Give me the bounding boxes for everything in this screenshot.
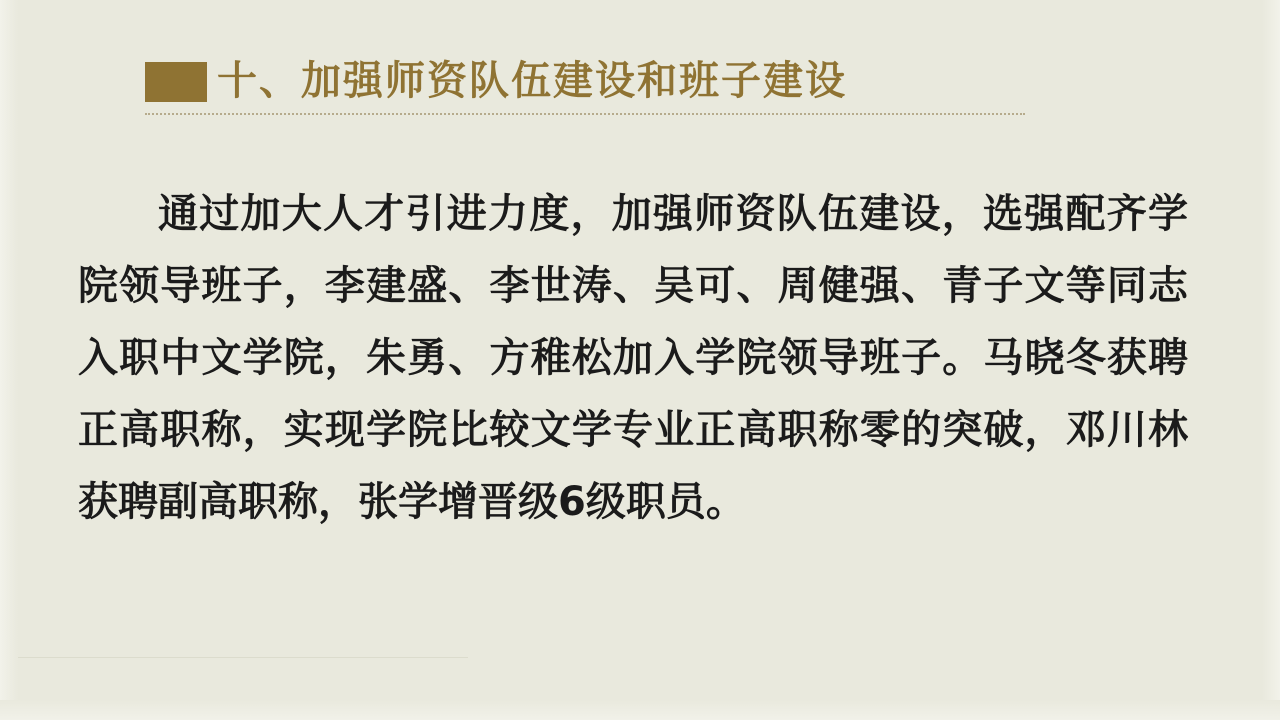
title-marker-square xyxy=(145,62,207,102)
slide-body-paragraph: 通过加大人才引进力度，加强师资队伍建设，选强配齐学院领导班子，李建盛、李世涛、吴可、周健强、青子文等同志入职中文学院，朱勇、方稚松加入学院领导班子。马晓冬获聘正高职称，实现学院比较文学专业正高职称零的突破，邓川林获聘副高职称，张学增晋级6级职员。 xyxy=(78,191,1188,525)
slide-title-block xyxy=(145,52,1035,114)
slide-left-edge-gradient xyxy=(0,0,18,720)
footer-divider xyxy=(18,657,468,658)
title-divider xyxy=(145,113,1025,115)
slide-right-edge-gradient xyxy=(1262,0,1280,720)
slide-bottom-edge-gradient xyxy=(0,700,1280,720)
page-title: 十、加强师资队伍建设和班子建设 xyxy=(217,58,847,104)
